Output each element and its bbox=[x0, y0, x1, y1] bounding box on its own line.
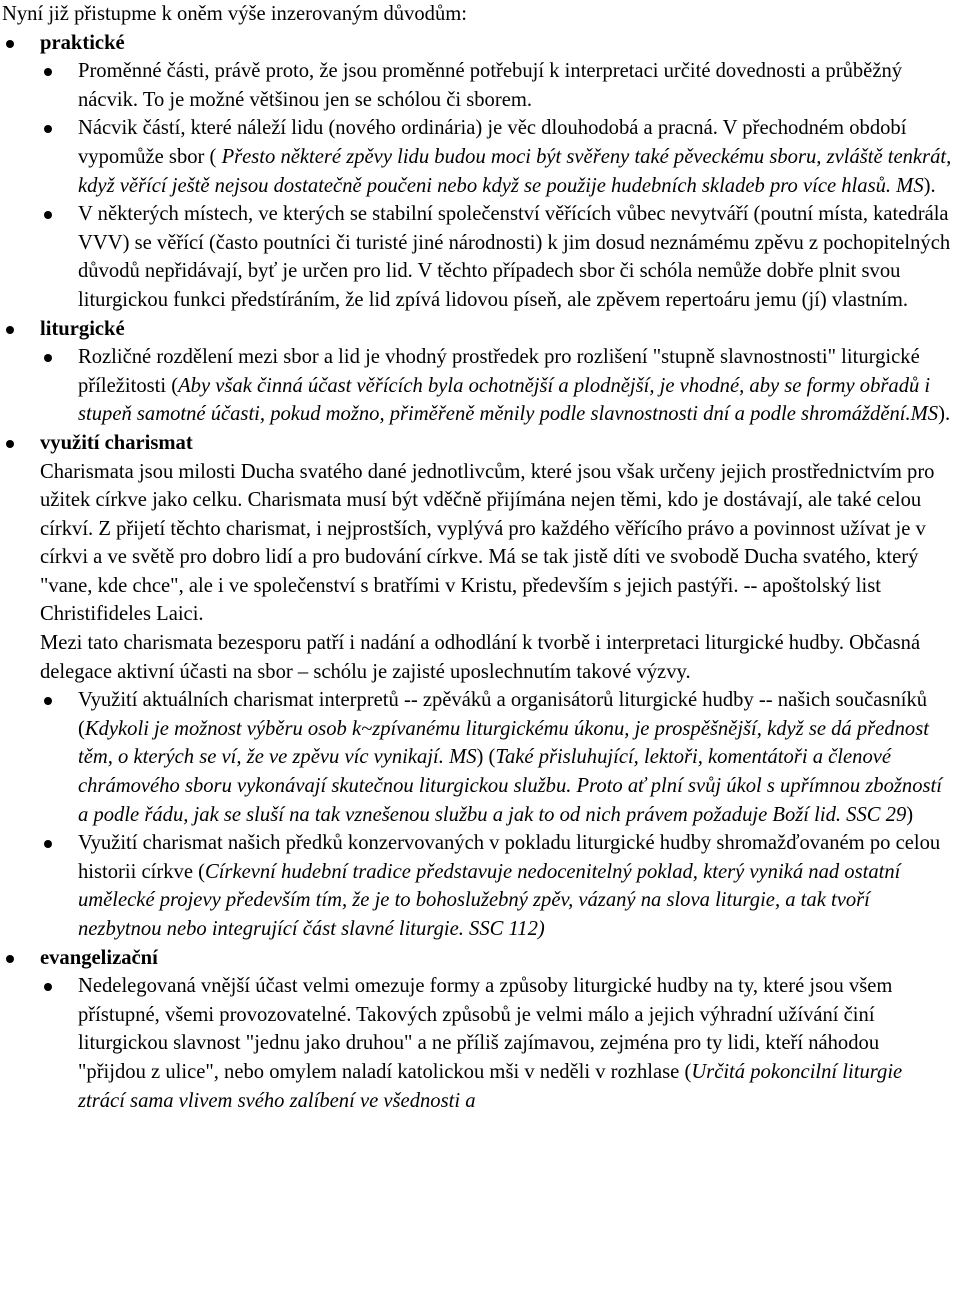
bullet-icon bbox=[44, 125, 52, 133]
section-heading-charisma: využití charismat bbox=[40, 431, 193, 454]
quote-separator: ) ( bbox=[476, 746, 496, 769]
quote-close: ) bbox=[906, 803, 914, 826]
list-item-text: Nácvik částí, které náleží lidu (nového ordinária) je věc dlouhodobá a pracná. bbox=[78, 117, 718, 140]
bullet-icon bbox=[44, 211, 52, 219]
list-item bbox=[40, 114, 952, 200]
section-heading-evangelizacni: evangelizační bbox=[40, 946, 158, 969]
evangelizacni-sublist bbox=[40, 972, 952, 1115]
list-item bbox=[40, 686, 952, 829]
reasons-list bbox=[2, 29, 952, 458]
list-item bbox=[40, 57, 952, 114]
charisma-paragraph-1: Charismata jsou milosti Ducha svatého dané jednotlivcům, které jsou však určeny jejich prostřednictvím pro užitek církve jako celku. Charismata musí být vděčně přijímána nejen těmi, kdo je dostávají, ale také celou církví. Z přijetí těchto charismat, i nejprostších, vyplývá pro každého věřícího právo a povinnost užívat je v církvi a ve světě pro dobro lidí a pro budování církve. Má se tak jistě díti ve svobodě Ducha svatého, který "vane, kde chce", ale i ve společenství s bratřími v Kristu, především s jejich pastýři. -- apoštolský list Christifideles Laici. bbox=[40, 460, 935, 626]
list-item-text: Využití aktuálních charismat interpretů -- zpěváků a organisátorů liturgické hudby -- našich současníků ( bbox=[78, 689, 928, 740]
quote-close: ). bbox=[938, 403, 951, 426]
charisma-list-wrapper bbox=[2, 686, 952, 1115]
list-item bbox=[40, 343, 952, 429]
charisma-paragraph-2: Mezi tato charismata bezesporu patří i nadání a odhodlání k tvorbě i interpretaci liturgické hudby. Občasná delegace aktivní účasti na sbor – schólu je zajisté uposlechnutím takové výzvy. bbox=[40, 632, 921, 683]
bullet-icon bbox=[44, 983, 52, 991]
section-heading-prakticke: praktické bbox=[40, 31, 125, 54]
list-item bbox=[40, 200, 952, 314]
quote-text-2: Také přisluhující, lektoři, komentátoři a členové chrámového sboru vykonávají skutečnou liturgickou službu. Proto ať plní svůj úkol s upřímnou zbožností a podle řádu, jak se sluší na tak vznešenou službu a jak to od nich právem požaduje Boží lid. SSC 29 bbox=[78, 746, 942, 826]
bullet-icon bbox=[44, 840, 52, 848]
list-item bbox=[40, 972, 952, 1115]
quote-text: Kdykoli je možnost výběru osob k~zpívanému liturgickému úkonu, je prospěšnější, když se dá přednost těm, o kterých se ví, že ve zpěvu víc vynikají. MS bbox=[78, 717, 929, 769]
bullet-icon bbox=[44, 68, 52, 76]
list-item bbox=[40, 829, 952, 943]
list-item-text: V přechodném období vypomůže sbor ( bbox=[78, 117, 907, 168]
quote-text: Přesto některé zpěvy lidu budou moci být svěřeny také pěveckému sboru, zvláště tenkrát, když věřící ještě nejsou dostatečně poučeni nebo když se použije hudebních skladeb pro více hlasů. MS bbox=[78, 145, 952, 197]
bullet-icon bbox=[6, 955, 14, 963]
list-item-liturgicke bbox=[2, 315, 952, 429]
bullet-icon bbox=[6, 326, 14, 334]
list-item-charisma bbox=[2, 429, 952, 458]
section-heading-liturgicke: liturgické bbox=[40, 317, 125, 340]
prakticke-sublist bbox=[40, 57, 952, 314]
list-item-text: V některých místech, ve kterých se stabilní společenství věřících vůbec nevytváří (poutní místa, katedrála VVV) se věřící (často poutníci či turisté jiné národnosti) k jim dosud neznámému zpěvu z pochopitelných důvodů nepřidávají, byť je určen pro lid. V těchto případech sbor či schóla nemůže dobře plnit svou liturgickou funkci předstíráním, že lid zpívá lidovou píseň, ale zpěvem repertoáru jemu (jí) vlastním. bbox=[78, 203, 951, 311]
charisma-sublist-container bbox=[2, 686, 952, 943]
bullet-icon bbox=[6, 40, 14, 48]
list-item-text: Proměnné části, právě proto, že jsou proměnné potřebují k interpretaci určité dovednosti a průběžný nácvik. To je možné většinou jen se schólou či sborem. bbox=[78, 60, 903, 111]
quote-text: Církevní hudební tradice představuje nedocenitelný poklad, který vyniká nad ostatní umělecké projevy především tím, že je to bohoslužebný zpěv, vázaný na slova liturgie, a tak tvoří nezbytnou nebo integrující část slavné liturgie. SSC 112) bbox=[78, 860, 901, 940]
quote-text: Aby však činná účast věřících byla ochotnější a plodnější, je vhodné, aby se formy obřadů i stupeň samotné účasti, pokud možno, přiměřeně měnily podle slavnostnosti dní a podle shromáždění.MS bbox=[78, 374, 939, 426]
charisma-sublist bbox=[40, 686, 952, 943]
list-item-text: Nedelegovaná vnější účast velmi omezuje formy a způsoby liturgické hudby na ty, které jsou všem přístupné, všemi provozovatelné. Takových způsobů je velmi málo a jejich výhradní užívání činí liturgickou slavnost "jednu jako druhou" a ne příliš zajímavou, zejména pro ty lidi, kteří náhodou "přijdou z ulice", nebo omylem naladí katolickou mši v neděli v rozhlase ( bbox=[78, 975, 893, 1083]
bullet-icon bbox=[44, 697, 52, 705]
list-item-text: Rozličné rozdělení mezi sbor a lid je vhodný prostředek pro rozlišení "stupně slavnostnosti" liturgické příležitosti ( bbox=[78, 346, 920, 397]
quote-text: Určitá pokoncilní liturgie ztrácí sama vlivem svého zalíbení ve všednosti a bbox=[78, 1060, 903, 1112]
list-item-evangelizacni bbox=[2, 944, 952, 1116]
list-item-prakticke bbox=[2, 29, 952, 315]
intro-paragraph: Nyní již přistupme k oněm výše inzerovaným důvodům: bbox=[2, 3, 467, 25]
quote-close: ). bbox=[923, 174, 936, 197]
list-item-text: Využití charismat našich předků konzervovaných v pokladu liturgické hudby shromažďovaném po celou historii církve ( bbox=[78, 832, 941, 883]
bullet-icon bbox=[6, 440, 14, 448]
liturgicke-sublist bbox=[40, 343, 952, 429]
bullet-icon bbox=[44, 354, 52, 362]
